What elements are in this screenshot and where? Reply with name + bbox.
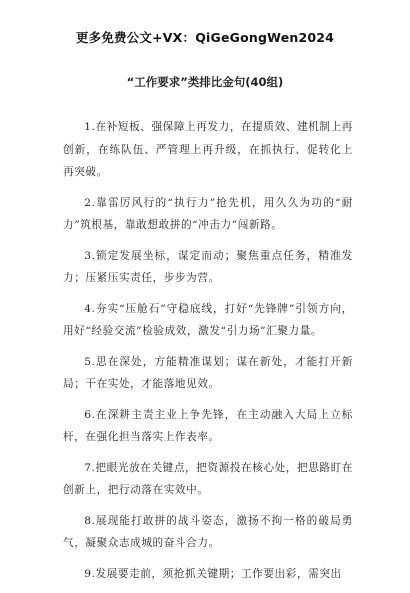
paragraph-5: 5.思在深处，方能精准谋划；谋在新处，才能打开新局；干在实处，才能落地见效。 bbox=[63, 355, 353, 390]
document-body bbox=[63, 116, 353, 593]
paragraph-9: 9.发展要走前，须抢抓关键期；工作要出彩，需突出 bbox=[84, 567, 342, 580]
paragraph-6: 6.在深耕主责主业上争先锋，在主动融入大局上立标杆，在强化担当落实上作表率。 bbox=[63, 408, 353, 443]
paragraph-4: 4.夯实“压舱石”守稳底线，打好“先锋牌”引领方向，用好“经验交流”检验成效，激发“引力场”汇聚力量。 bbox=[63, 302, 353, 337]
document-title: “工作要求”类排比金句(40组) bbox=[126, 75, 284, 89]
paragraph-1: 1.在补短板、强保障上再发力，在提质效、建机制上再创新，在练队伍、严管理上再升级，在抓执行、促转化上再突破。 bbox=[63, 121, 353, 178]
paragraph-2: 2.靠雷厉风行的“执行力”抢先机，用久久为功的“耐力”筑根基，靠敢想敢拼的“冲击力”闯新路。 bbox=[63, 196, 353, 231]
paragraph-7: 7.把眼光放在关键点，把资源投在核心处，把思路盯在创新上，把行动落在实效中。 bbox=[63, 461, 353, 496]
paragraph-3: 3.锁定发展坐标，谋定而动；聚焦重点任务，精准发力；压紧压实责任，步步为营。 bbox=[63, 249, 353, 284]
promo-header: 更多免费公文+VX：QiGeGongWen2024 bbox=[75, 30, 335, 45]
paragraph-8: 8.展现能打敢拼的战斗姿态，激扬不拘一格的破局勇气，凝聚众志成城的奋斗合力。 bbox=[63, 514, 353, 549]
